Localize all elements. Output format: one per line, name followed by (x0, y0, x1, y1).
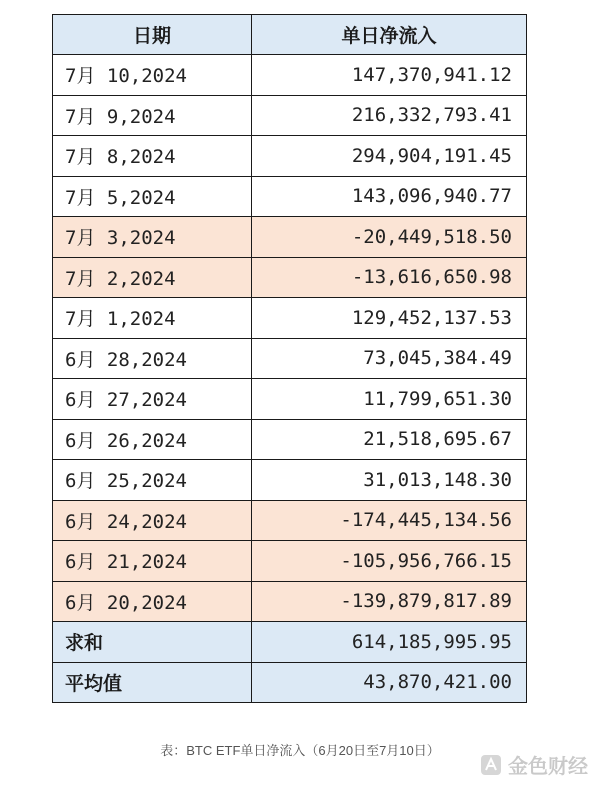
table-row (53, 379, 527, 420)
table-caption: 表：BTC ETF单日净流入（6月20日至7月10日） (160, 743, 440, 758)
row-net-inflow: 147,370,941.12 (252, 55, 527, 96)
table-row (53, 298, 527, 339)
row-net-inflow: 294,904,191.45 (252, 136, 527, 177)
jinse-logo-icon (480, 754, 502, 776)
row-date: 6月 25,2024 (53, 460, 252, 501)
sum-row (53, 622, 527, 663)
table-row (53, 500, 527, 541)
row-date: 7月 3,2024 (53, 217, 252, 258)
row-date: 7月 2,2024 (53, 257, 252, 298)
etf-inflow-table (52, 14, 527, 703)
table-row (53, 541, 527, 582)
row-date: 6月 26,2024 (53, 419, 252, 460)
header-date: 日期 (53, 15, 252, 55)
row-date: 7月 1,2024 (53, 298, 252, 339)
table-row (53, 136, 527, 177)
row-net-inflow: 216,332,793.41 (252, 95, 527, 136)
table-row (53, 95, 527, 136)
row-net-inflow: 143,096,940.77 (252, 176, 527, 217)
row-date: 7月 5,2024 (53, 176, 252, 217)
summary-value: 43,870,421.00 (252, 662, 527, 703)
row-date: 6月 20,2024 (53, 581, 252, 622)
table-row (53, 217, 527, 258)
row-date: 6月 28,2024 (53, 338, 252, 379)
table-row (53, 419, 527, 460)
row-date: 6月 21,2024 (53, 541, 252, 582)
average-row (53, 662, 527, 703)
table-row (53, 176, 527, 217)
table-row (53, 581, 527, 622)
row-date: 7月 8,2024 (53, 136, 252, 177)
summary-label: 平均值 (53, 662, 252, 703)
row-net-inflow: -139,879,817.89 (252, 581, 527, 622)
row-date: 6月 27,2024 (53, 379, 252, 420)
row-net-inflow: 11,799,651.30 (252, 379, 527, 420)
table-row (53, 460, 527, 501)
summary-label: 求和 (53, 622, 252, 663)
row-net-inflow: -13,616,650.98 (252, 257, 527, 298)
row-net-inflow: 21,518,695.67 (252, 419, 527, 460)
header-net-inflow: 单日净流入 (252, 15, 527, 55)
row-net-inflow: -174,445,134.56 (252, 500, 527, 541)
row-net-inflow: -105,956,766.15 (252, 541, 527, 582)
table-row (53, 257, 527, 298)
table-row (53, 338, 527, 379)
summary-value: 614,185,995.95 (252, 622, 527, 663)
row-net-inflow: 73,045,384.49 (252, 338, 527, 379)
row-date: 7月 10,2024 (53, 55, 252, 96)
table-header-row (53, 15, 527, 55)
row-net-inflow: 31,013,148.30 (252, 460, 527, 501)
row-net-inflow: 129,452,137.53 (252, 298, 527, 339)
row-date: 6月 24,2024 (53, 500, 252, 541)
watermark-text: 金色财经 (508, 754, 588, 778)
watermark (480, 750, 588, 779)
row-net-inflow: -20,449,518.50 (252, 217, 527, 258)
table-body (53, 55, 527, 703)
table-row (53, 55, 527, 96)
row-date: 7月 9,2024 (53, 95, 252, 136)
